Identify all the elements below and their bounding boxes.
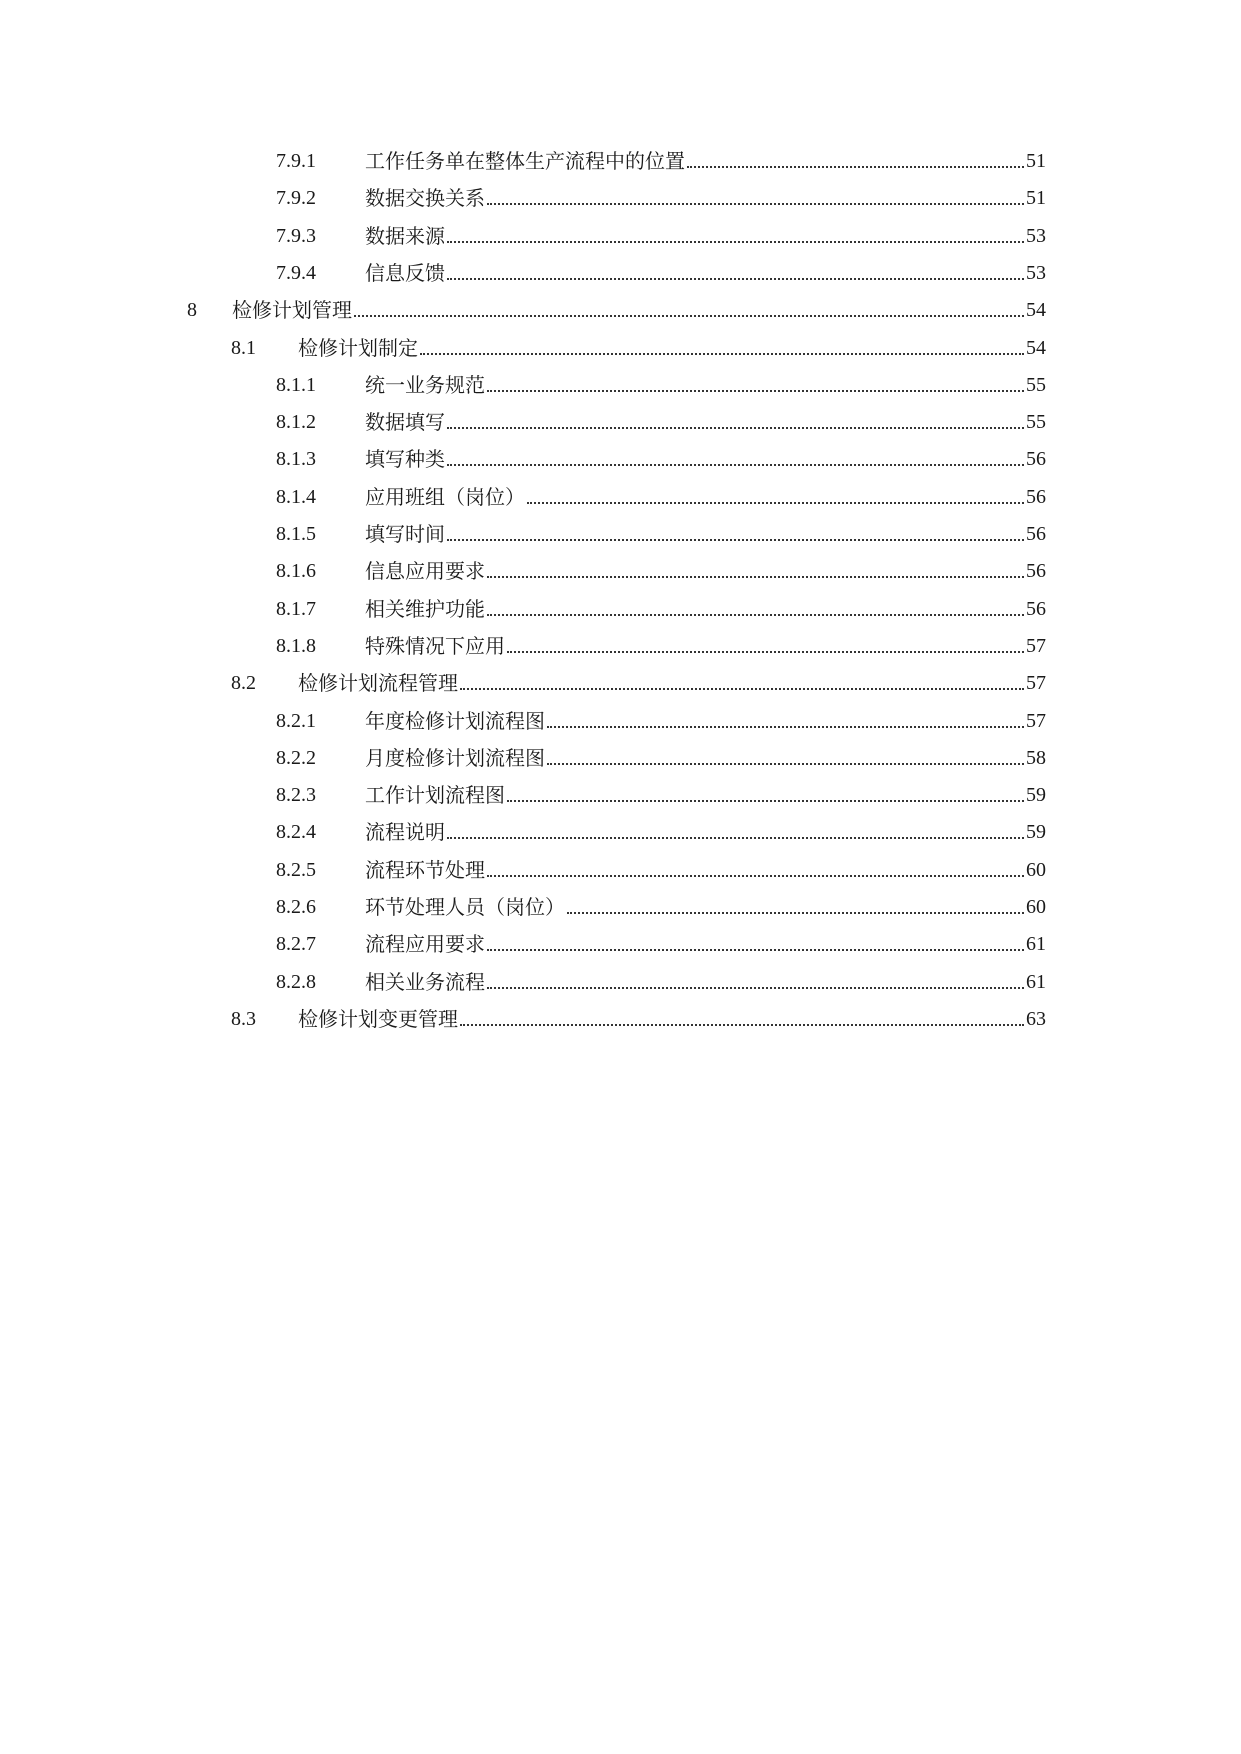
toc-entry[interactable] <box>276 479 1046 509</box>
toc-entry-page-number: 53 <box>1026 224 1046 247</box>
toc-entry-title: 检修计划管理 <box>232 298 352 323</box>
toc-entry-number: 8.1.6 <box>276 560 316 583</box>
toc-entry-number: 8.1.7 <box>276 597 316 620</box>
toc-dot-leader <box>447 277 1024 280</box>
toc-dot-leader <box>447 463 1024 466</box>
toc-dot-leader <box>487 986 1024 989</box>
toc-entry-number: 8.2.4 <box>276 821 316 844</box>
toc-entry-page-number: 53 <box>1026 261 1046 284</box>
toc-entry[interactable] <box>276 852 1046 882</box>
toc-entry[interactable] <box>231 1001 1046 1031</box>
toc-entry-page-number: 61 <box>1026 933 1046 956</box>
toc-entry-title: 检修计划制定 <box>298 335 418 360</box>
toc-dot-leader <box>487 389 1024 392</box>
toc-entry-page-number: 54 <box>1026 336 1046 359</box>
toc-entry[interactable] <box>276 367 1046 397</box>
toc-dot-leader <box>447 538 1024 541</box>
toc-entry[interactable] <box>276 628 1046 658</box>
toc-entry-title: 应用班组（岗位） <box>365 484 525 509</box>
toc-entry[interactable] <box>276 143 1046 173</box>
toc-entry-number: 7.9.4 <box>276 261 316 284</box>
toc-entry[interactable] <box>231 330 1046 360</box>
toc-dot-leader <box>487 948 1024 951</box>
toc-entry-title: 统一业务规范 <box>365 372 485 397</box>
toc-entry-page-number: 55 <box>1026 411 1046 434</box>
toc-entry-title: 相关维护功能 <box>365 596 485 621</box>
toc-entry-number: 8.2.6 <box>276 896 316 918</box>
toc-entry[interactable] <box>231 665 1046 695</box>
toc-dot-leader <box>354 314 1024 317</box>
toc-entry-page-number: 56 <box>1026 597 1046 620</box>
toc-entry-number: 8.2.1 <box>276 709 316 732</box>
toc-entry-number: 8.1.5 <box>276 523 316 545</box>
toc-entry-title: 月度检修计划流程图 <box>365 745 545 770</box>
toc-entry-page-number: 63 <box>1026 1007 1046 1030</box>
toc-entry-page-number: 61 <box>1026 970 1046 993</box>
toc-entry[interactable] <box>276 964 1046 994</box>
toc-entry-page-number: 59 <box>1026 821 1046 844</box>
toc-entry[interactable] <box>276 740 1046 770</box>
toc-entry-page-number: 57 <box>1026 709 1046 732</box>
toc-entry-page-number: 56 <box>1026 523 1046 545</box>
toc-entry-number: 8.3 <box>231 1007 256 1030</box>
toc-entry[interactable] <box>276 926 1046 956</box>
toc-entry-page-number: 58 <box>1026 746 1046 769</box>
toc-entry-number: 8.2.5 <box>276 858 316 881</box>
toc-entry-number: 8.1.4 <box>276 485 316 508</box>
toc-dot-leader <box>487 874 1024 877</box>
toc-entry-page-number: 55 <box>1026 373 1046 396</box>
toc-entry-page-number: 57 <box>1026 634 1046 657</box>
toc-entry-title: 检修计划变更管理 <box>298 1006 458 1031</box>
toc-entry-number: 8.1.8 <box>276 634 316 657</box>
toc-entry-number: 8.2.8 <box>276 970 316 993</box>
toc-entry[interactable] <box>276 814 1046 844</box>
toc-entry[interactable] <box>276 255 1046 285</box>
toc-entry[interactable] <box>276 404 1046 434</box>
toc-dot-leader <box>687 165 1024 168</box>
toc-entry-page-number: 59 <box>1026 784 1046 807</box>
toc-entry[interactable] <box>276 553 1046 583</box>
toc-entry-page-number: 54 <box>1026 299 1046 322</box>
toc-entry-number: 8.2.2 <box>276 746 316 769</box>
toc-entry-title: 工作任务单在整体生产流程中的位置 <box>365 149 685 173</box>
toc-entry-number: 8.2.7 <box>276 933 316 956</box>
toc-entry-title: 信息反馈 <box>365 260 445 285</box>
toc-entry-title: 流程环节处理 <box>365 857 485 882</box>
toc-dot-leader <box>507 799 1024 802</box>
toc-entry-page-number: 60 <box>1026 858 1046 881</box>
toc-entry-title: 数据来源 <box>365 223 445 248</box>
toc-entry-number: 8.1.1 <box>276 373 316 396</box>
toc-dot-leader <box>487 613 1024 616</box>
toc-entry-number: 8 <box>187 299 197 322</box>
toc-entry-number: 8.1.2 <box>276 411 316 434</box>
toc-dot-leader <box>460 1023 1024 1026</box>
toc-entry[interactable] <box>276 516 1046 546</box>
toc-dot-leader <box>447 836 1024 839</box>
toc-entry[interactable] <box>276 441 1046 471</box>
toc-dot-leader <box>447 240 1024 243</box>
toc-entry-number: 7.9.1 <box>276 150 316 172</box>
toc-entry-page-number: 60 <box>1026 896 1046 918</box>
toc-entry-title: 流程说明 <box>365 820 445 845</box>
toc-entry-page-number: 57 <box>1026 672 1046 695</box>
toc-entry-title: 特殊情况下应用 <box>365 633 505 658</box>
toc-entry[interactable] <box>276 180 1046 210</box>
toc-dot-leader <box>487 575 1024 578</box>
toc-entry-number: 7.9.3 <box>276 224 316 247</box>
toc-entry-title: 工作计划流程图 <box>365 783 505 808</box>
toc-entry-page-number: 56 <box>1026 485 1046 508</box>
toc-entry-number: 7.9.2 <box>276 187 316 210</box>
toc-dot-leader <box>460 687 1024 690</box>
toc-dot-leader <box>507 650 1024 653</box>
toc-entry-title: 流程应用要求 <box>365 932 485 957</box>
toc-entry[interactable] <box>276 889 1046 919</box>
toc-dot-leader <box>547 725 1024 728</box>
toc-dot-leader <box>420 352 1024 355</box>
toc-entry-number: 8.2.3 <box>276 784 316 807</box>
toc-dot-leader <box>447 426 1024 429</box>
toc-entry-title: 检修计划流程管理 <box>298 671 458 696</box>
toc-dot-leader <box>527 501 1024 504</box>
toc-entry-title: 填写时间 <box>365 522 445 546</box>
toc-entry-title: 相关业务流程 <box>365 969 485 994</box>
toc-entry-number: 8.1.3 <box>276 448 316 471</box>
toc-entry-page-number: 51 <box>1026 187 1046 210</box>
toc-entry[interactable] <box>276 703 1046 733</box>
toc-entry-number: 8.1 <box>231 336 256 359</box>
toc-entry-page-number: 56 <box>1026 448 1046 471</box>
toc-dot-leader <box>487 202 1024 205</box>
toc-entry-number: 8.2 <box>231 672 256 695</box>
toc-dot-leader <box>567 911 1024 914</box>
toc-entry-title: 信息应用要求 <box>365 559 485 584</box>
toc-entry-title: 年度检修计划流程图 <box>365 708 545 733</box>
toc-entry-page-number: 56 <box>1026 560 1046 583</box>
toc-entry[interactable] <box>276 777 1046 807</box>
toc-entry-title: 数据填写 <box>365 410 445 435</box>
toc-entry-title: 数据交换关系 <box>365 186 485 211</box>
toc-entry[interactable] <box>276 591 1046 621</box>
toc-dot-leader <box>547 762 1024 765</box>
toc-entry-title: 填写种类 <box>365 447 445 472</box>
toc-entry[interactable] <box>187 292 1046 322</box>
toc-entry-page-number: 51 <box>1026 150 1046 172</box>
toc-entry-title: 环节处理人员（岗位） <box>365 895 565 919</box>
toc-entry[interactable] <box>276 218 1046 248</box>
